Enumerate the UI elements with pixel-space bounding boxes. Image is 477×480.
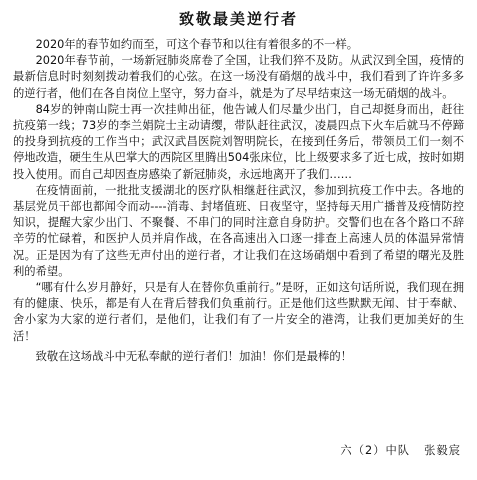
paragraph-intro: 2020年的春节如约而至，可这个春节和以往有着很多的不一样。 xyxy=(35,38,359,51)
signature xyxy=(340,443,461,459)
paragraph-closing: 致敬在这场战斗中无私奉献的逆行者们！加油！你们是最棒的！ xyxy=(35,349,352,363)
signature-class: 六（2）中队 xyxy=(340,444,411,457)
paragraph-heroes: 84岁的钟南山院士再一次挂帅出征，他告诫人们尽量少出门，自己却挺身而出，赶往抗疫第一线；73岁的李兰娟院士主动请缨，带队赶往武汉，凌晨四点下火车后就马不停蹄的投身到抗疫的工作当中；武汉武昌医院刘智明院长，在接到任务后，带领员工们一刻不停地改造，硬生生从巴掌大的西院区里腾出504张床位，比上级要求多了近七成，按时如期投入使用。而自己却因查房感染了新冠肺炎，永远地离开了我们…… xyxy=(13,102,464,181)
paragraph-frontline: 在疫情面前，一批批支援湖北的医疗队相继赶往武汉，参加到抗疫工作中去。各地的基层党员干部也都闻令而动----消毒、封堵值班、日夜坚守，坚持每天用广播普及疫情防控知识，提醒大家少出门、不聚餐、不串门的同时注意自身防护。交警们也在各个路口不辞辛劳的忙碌着，和医护人员并肩作战，在各高速出入口逐一排查上高速人员的体温异常情况。正是因为有了这些无声付出的逆行者，才让我们在这场硝烟中看到了希望的曙光及胜利的希望。 xyxy=(13,183,464,278)
paragraph-epidemic: 2020年春节前，一场新冠肺炎席卷了全国，让我们猝不及防。从武汉到全国，疫情的最新信息时时刻刻拨动着我们的心弦。在这一场没有硝烟的战斗中，我们看到了许许多多的逆行者，他们在各自岗位上坚守，努力奋斗，就是为了尽早结束这一场无硝烟的战斗。 xyxy=(13,54,464,100)
paragraph-quote: “哪有什么岁月静好，只是有人在替你负重前行。”是呀，正如这句话所说，我们现在拥有的健康、快乐，都是有人在背后替我们负重前行。正是他们这些默默无闻、甘于奉献、舍小家为大家的逆行者们，是他们，让我们有了一片安全的港湾，让我们更加美好的生活！ xyxy=(13,281,464,343)
signature-name: 张毅宸 xyxy=(424,444,461,457)
page-title: 致敬最美逆行者 xyxy=(178,10,298,28)
